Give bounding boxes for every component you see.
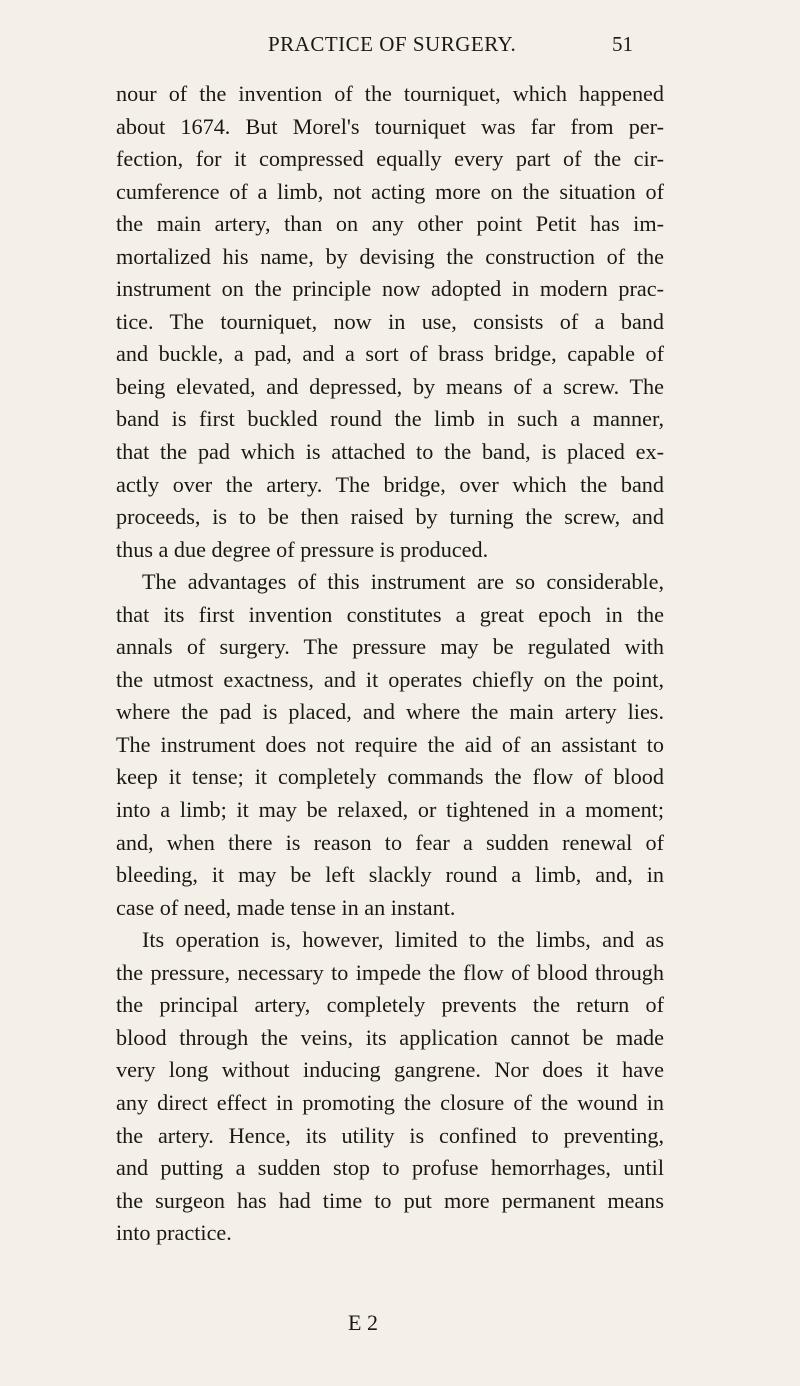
text-line: the main artery, than on any other point Petit has im- bbox=[116, 211, 664, 237]
text-line: any direct effect in promoting the closure of the wound in bbox=[116, 1089, 664, 1115]
text-line: tice. The tourniquet, now in use, consists of a band bbox=[116, 308, 664, 334]
text-line: very long without inducing gangrene. Nor does it have bbox=[116, 1057, 664, 1083]
text-line: mortalized his name, by devising the construction of the bbox=[116, 243, 664, 269]
running-head bbox=[0, 26, 800, 66]
text-line: blood through the veins, its application cannot be made bbox=[116, 1024, 664, 1050]
page-number: 51 bbox=[612, 32, 633, 56]
text-line: case of need, made tense in an instant. bbox=[116, 894, 456, 920]
text-line: that its first invention constitutes a great epoch in the bbox=[116, 601, 664, 627]
text-line: The advantages of this instrument are so considerable, bbox=[142, 569, 664, 595]
text-line: the surgeon has had time to put more permanent means bbox=[116, 1187, 664, 1213]
running-title: PRACTICE OF SURGERY. bbox=[268, 32, 517, 56]
body-text bbox=[116, 78, 664, 1250]
text-line: Its operation is, however, limited to the limbs, and as bbox=[142, 927, 664, 953]
text-line: about 1674. But Morel's tourniquet was far from per- bbox=[116, 113, 664, 139]
text-line: into a limb; it may be relaxed, or tightened in a moment; bbox=[116, 797, 664, 823]
text-line: keep it tense; it completely commands the flow of blood bbox=[116, 764, 664, 790]
text-line: annals of surgery. The pressure may be regulated with bbox=[116, 634, 664, 660]
text-line: the pressure, necessary to impede the flow of blood through bbox=[116, 959, 664, 985]
text-line: that the pad which is attached to the band, is placed ex- bbox=[116, 439, 664, 465]
text-line: proceeds, is to be then raised by turning the screw, and bbox=[116, 504, 664, 530]
text-line: bleeding, it may be left slackly round a limb, and, in bbox=[116, 862, 664, 888]
text-line: the principal artery, completely prevents the return of bbox=[116, 992, 664, 1018]
text-line: the utmost exactness, and it operates chiefly on the point, bbox=[116, 666, 664, 692]
text-line: actly over the artery. The bridge, over which the band bbox=[116, 471, 664, 497]
text-line: and putting a sudden stop to profuse hemorrhages, until bbox=[116, 1155, 664, 1181]
text-line: being elevated, and depressed, by means of a screw. The bbox=[116, 373, 664, 399]
text-line: and buckle, a pad, and a sort of brass bridge, capable of bbox=[116, 341, 664, 367]
text-line: The instrument does not require the aid of an assistant to bbox=[116, 731, 664, 757]
text-line: and, when there is reason to fear a sudden renewal of bbox=[116, 829, 664, 855]
text-line: fection, for it compressed equally every part of the cir- bbox=[116, 146, 664, 172]
text-line: instrument on the principle now adopted in modern prac- bbox=[116, 276, 664, 302]
text-line: the artery. Hence, its utility is confined to preventing, bbox=[116, 1122, 664, 1148]
text-line: nour of the invention of the tourniquet, which happened bbox=[116, 81, 664, 106]
signature-mark: E 2 bbox=[348, 1310, 378, 1335]
text-line: cumference of a limb, not acting more on the situation of bbox=[116, 178, 664, 204]
text-line: thus a due degree of pressure is produced. bbox=[116, 536, 489, 562]
text-line: where the pad is placed, and where the main artery lies. bbox=[116, 699, 664, 725]
text-line: band is first buckled round the limb in such a manner, bbox=[116, 406, 664, 432]
text-line: into practice. bbox=[116, 1220, 232, 1246]
